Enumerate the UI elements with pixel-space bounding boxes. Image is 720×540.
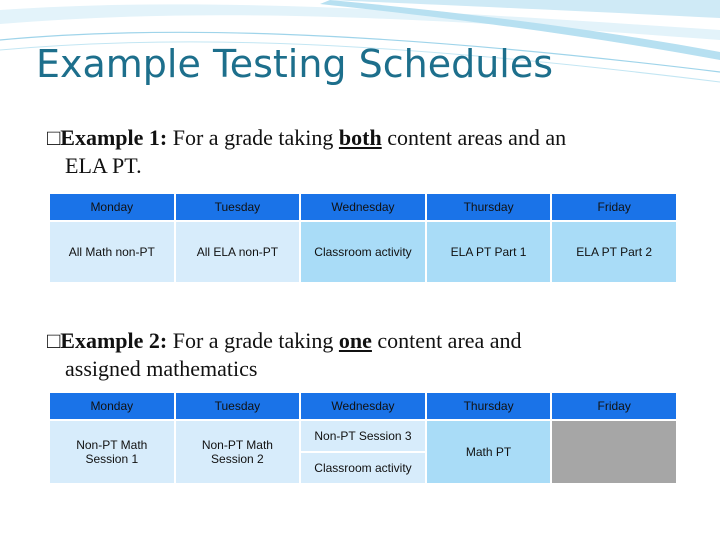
example1-schedule-table: [48, 192, 678, 284]
cell-monday: All Math non-PT: [50, 222, 174, 282]
example2-label: Example 2:: [60, 328, 168, 353]
example1-line2: ELA PT.: [65, 153, 142, 178]
header-wednesday: Wednesday: [301, 393, 425, 419]
cell-wednesday: Classroom activity: [301, 222, 425, 282]
cell-friday: ELA PT Part 2: [552, 222, 676, 282]
header-wednesday: Wednesday: [301, 194, 425, 220]
header-thursday: Thursday: [427, 194, 551, 220]
example2-description: [47, 327, 697, 383]
table-header-row: [50, 194, 676, 220]
header-monday: Monday: [50, 393, 174, 419]
page-title: Example Testing Schedules: [36, 42, 554, 86]
cell-thursday: ELA PT Part 1: [427, 222, 551, 282]
example1-emphasis: both: [338, 125, 382, 150]
table-row: [50, 222, 676, 282]
header-tuesday: Tuesday: [176, 393, 300, 419]
cell-wednesday-bottom: Classroom activity: [301, 453, 425, 483]
cell-tuesday: Non-PT Math Session 2: [176, 421, 300, 483]
cell-wednesday-top: Non-PT Session 3: [301, 421, 425, 451]
table-header-row: [50, 393, 676, 419]
example1-text-cont: content areas and an: [381, 125, 567, 150]
cell-thursday: Math PT: [427, 421, 551, 483]
cell-tuesday: All ELA non-PT: [176, 222, 300, 282]
header-friday: Friday: [552, 194, 676, 220]
cell-wednesday: [301, 421, 425, 483]
example2-emphasis: one: [338, 328, 372, 353]
example2-text-cont: content area and: [371, 328, 522, 353]
header-thursday: Thursday: [427, 393, 551, 419]
example2-schedule-table: [48, 391, 678, 485]
example2-line2: assigned mathematics: [65, 356, 258, 381]
header-monday: Monday: [50, 194, 174, 220]
table-row: [50, 421, 676, 483]
bullet-icon: □: [47, 125, 61, 150]
header-tuesday: Tuesday: [176, 194, 300, 220]
cell-friday-empty: [552, 421, 676, 483]
header-friday: Friday: [552, 393, 676, 419]
example1-label: Example 1:: [60, 125, 168, 150]
example2-text: For a grade taking: [167, 328, 339, 353]
example1-description: [47, 124, 697, 180]
bullet-icon: □: [47, 328, 61, 353]
example1-text: For a grade taking: [167, 125, 339, 150]
cell-monday: Non-PT Math Session 1: [50, 421, 174, 483]
